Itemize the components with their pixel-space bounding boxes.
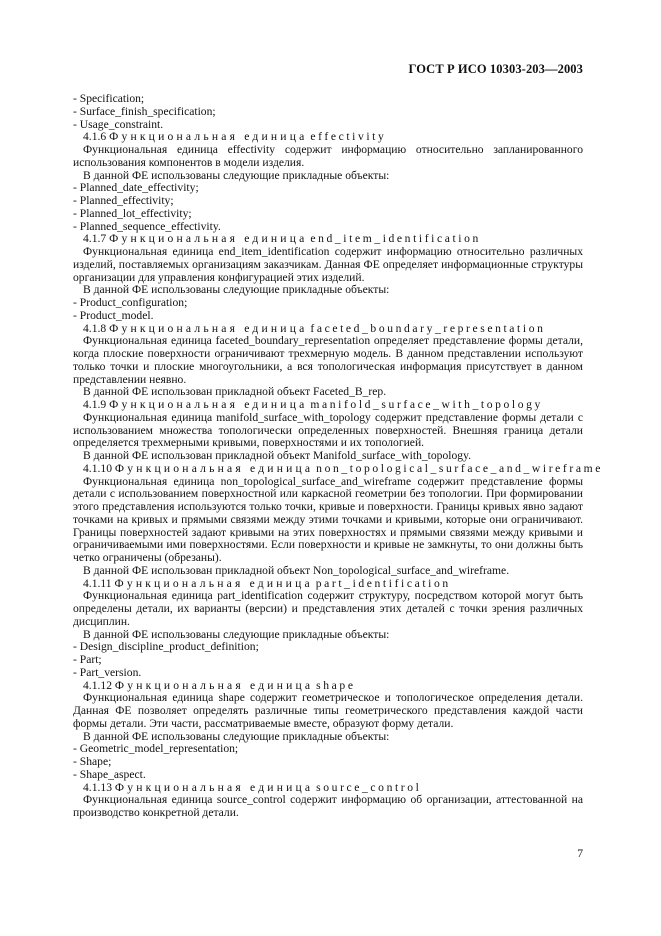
section-unit-name: faceted_boundary_representation [310,321,546,335]
list-item: - Shape; [73,755,112,768]
paragraph: Функциональная единица non_topological_surface_and_wireframe содержит представление формы детали с использованием поверхностной или каркасной геометрии без топологии. При формировании этого представления используются только точки, кривые и поверхности. Границы кривых явно задают точками на кривых и прямыми связями между этими точками и кривыми, которые они ограничивают. Границы поверхностей задают кривыми на этих поверхностях и прямыми связями между кривыми и ограничиваемыми ими поверхностями. Если поверхности и кривые не замкнуты, то они должны быть четко ограничены (обрезаны). [73,474,583,564]
section-number: 4.1.11 [83,576,112,590]
section-label: Функциональная единица [114,780,314,794]
list-item: - Geometric_model_representation; [73,742,239,756]
paragraph: В данной ФЕ использован прикладной объект Manifold_surface_with_topology. [83,449,472,462]
section-number: 4.1.7 [83,232,107,246]
list-item: - Part_version. [73,665,142,679]
section-unit-name: source_control [316,780,422,794]
section-number: 4.1.10 [83,461,112,475]
paragraph: Функциональная единица shape содержит геометрическое и топологическое определения детали. Данная ФЕ позволяет определять различные типы геометрического представления каждой части формы детали. Эти части, рассматриваемые вместе, образуют форму детали. [73,691,583,730]
section-label: Функциональная единица [114,678,314,692]
section-unit-name: end_item_identification [310,232,481,246]
list-item: - Surface_finish_specification; [73,104,216,118]
section-unit-name: manifold_surface_with_topology [310,398,543,411]
section-label: Функциональная единица [114,576,313,590]
document-body [73,92,603,820]
paragraph: Функциональная единица part_identification содержит структуру, посредством которой могут быть определены детали, их варианты (версии) и представления этих деталей с точки зрения различных дисциплин. [73,589,583,628]
list-item: - Shape_aspect. [73,767,146,781]
list-item: - Usage_constraint. [73,117,164,131]
paragraph: Функциональная единица faceted_boundary_representation определяет представление формы детали, когда плоские поверхности ограничивают трехмерную модель. В данном представлении используют только точки и плоские многоугольники, а вся топологическая информация присутствует в данном представлении неявно. [73,334,583,386]
paragraph: В данной ФЕ использованы следующие прикладные объекты: [83,168,390,182]
section-label: Функциональная единица [114,461,314,475]
section-heading [73,399,583,412]
section-number: 4.1.9 [83,398,107,411]
paragraph: Функциональная единица end_item_identification содержит информацию относительно различных изделий, поставляемых организациям заказчикам. Данная ФЕ определяет информационные структуры организации для управления конфигурацией этих изделий. [73,245,583,284]
section-unit-name: non_topological_surface_and_wireframe [316,461,603,475]
section-number: 4.1.6 [83,130,107,144]
paragraph: Функциональная единица manifold_surface_with_topology содержит представление формы детали с использованием множества топологически определенных поверхностей. Внешняя граница детали определяется трехмерными кривыми, поверхностями и их топологией. [73,410,583,450]
list-item: - Design_discipline_product_definition; [73,640,259,654]
list-item: - Product_model. [73,308,154,322]
paragraph: В данной ФЕ использованы следующие прикладные объекты: [83,729,390,743]
paragraph: В данной ФЕ использованы следующие прикладные объекты: [83,283,390,297]
section-unit-name: effectivity [310,130,387,144]
section-number: 4.1.12 [83,678,112,692]
section-number: 4.1.8 [83,321,107,335]
section-heading [73,461,603,476]
section-unit-name: part_identification [315,576,451,590]
page-number: 7 [577,847,583,860]
list-item: - Planned_effectivity; [73,194,174,207]
paragraph: Функциональная единица effectivity содержит информацию относительно запланированного использования компонентов в модели изделия. [73,143,583,169]
paragraph: В данной ФЕ использованы следующие прикладные объекты: [83,627,390,641]
section-label: Функциональная единица [109,321,308,335]
section-number: 4.1.13 [83,780,112,794]
section-label: Функциональная единица [109,232,308,246]
paragraph: В данной ФЕ использован прикладной объект Non_topological_surface_and_wireframe. [83,563,510,577]
list-item: - Planned_lot_effectivity; [73,206,192,220]
list-item: - Planned_date_effectivity; [73,181,199,195]
section-label: Функциональная единица [109,130,308,144]
list-item: - Specification; [73,92,145,105]
section-label: Функциональная единица [109,398,308,411]
list-item: - Planned_sequence_effectivity. [73,219,221,233]
list-item: - Product_configuration; [73,296,188,309]
paragraph: Функциональная единица source_control содержит информацию об организации, аттестованной на производство конкретной детали. [73,793,583,819]
document-header: ГОСТ Р ИСО 10303-203—2003 [408,62,583,76]
section-unit-name: shape [316,678,356,692]
paragraph: В данной ФЕ использован прикладной объект Faceted_B_rep. [83,385,387,399]
list-item: - Part; [73,653,102,666]
